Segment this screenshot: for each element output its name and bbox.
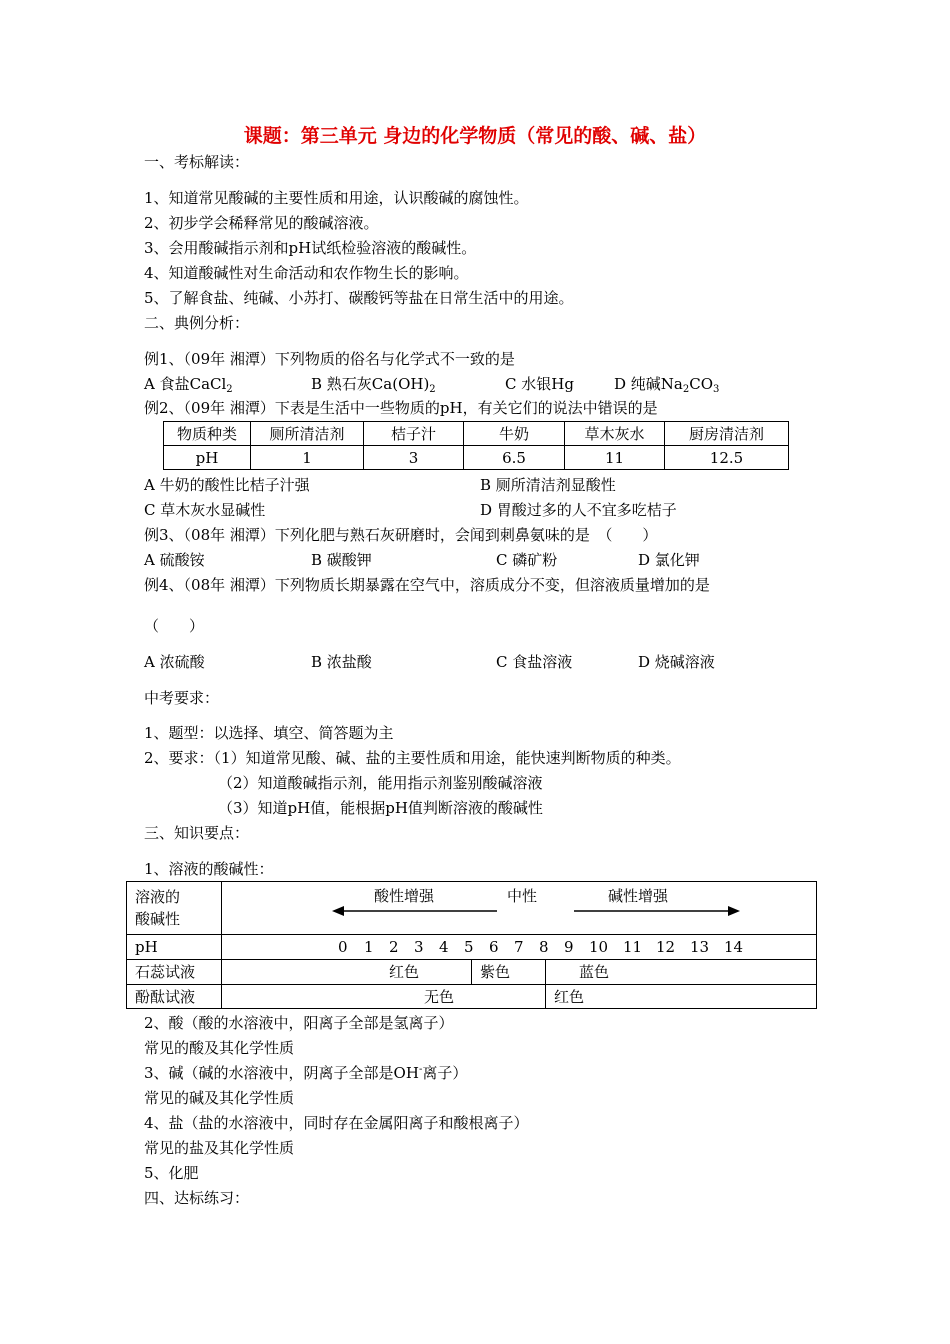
ph-value: 3 <box>414 938 424 956</box>
table-row <box>164 422 789 446</box>
knowledge-3-subheading: 常见的碱及其化学性质 <box>144 1089 295 1107</box>
table-header-cell: 草木灰水 <box>565 422 665 446</box>
example-2-option-b: B 厕所清洁剂显酸性 <box>480 476 616 494</box>
ph-value: 0 <box>338 938 348 956</box>
knowledge-3-base: 3、碱（碱的水溶液中，阴离子全部是OH-离子） <box>144 1064 468 1082</box>
goal-4: 4、知道酸碱性对生命活动和农作物生长的影响。 <box>144 264 469 282</box>
base-stronger-label: 碱性增强 <box>608 887 669 905</box>
exam-req-line-2: 2、要求：（1）知道常见酸、碱、盐的主要性质和用途，能快速判断物质的种类。 <box>144 749 681 767</box>
knowledge-1-heading: 1、溶液的酸碱性： <box>144 860 274 878</box>
example-3-option-c: C 磷矿粉 <box>496 551 558 569</box>
example-2-option-c: C 草木灰水显碱性 <box>144 501 266 519</box>
table-cell: 12.5 <box>665 446 789 470</box>
example-1-option-d: D 纯碱$Na_2CO_3$ <box>614 375 720 395</box>
column-divider <box>471 959 472 984</box>
table-row <box>164 446 789 470</box>
litmus-label: 石蕊试液 <box>135 963 196 981</box>
table-cell: 6.5 <box>464 446 565 470</box>
acid-base-table <box>126 881 817 1009</box>
knowledge-4-subheading: 常见的盐及其化学性质 <box>144 1139 295 1157</box>
ph-value: 2 <box>389 938 399 956</box>
example-2-option-d: D 胃酸过多的人不宜多吃桔子 <box>480 501 677 519</box>
knowledge-2-acid: 2、酸（酸的水溶液中，阳离子全部是氢离子） <box>144 1014 454 1032</box>
goal-2: 2、初步学会稀释常见的酸碱溶液。 <box>144 214 379 232</box>
example-3-option-a: A 硫酸铵 <box>144 551 205 569</box>
row-divider <box>127 984 816 985</box>
phenolphthalein-acid-color: 无色 <box>424 988 455 1006</box>
phenolphthalein-base-color: 红色 <box>554 988 585 1006</box>
ph-value: 13 <box>690 938 710 956</box>
section-3-heading: 三、知识要点： <box>144 824 250 842</box>
acid-stronger-label: 酸性增强 <box>374 887 435 905</box>
table-header-cell: 牛奶 <box>464 422 565 446</box>
section-2-heading: 二、典例分析： <box>144 314 250 332</box>
table-header-cell: 厕所清洁剂 <box>251 422 364 446</box>
row-divider <box>127 934 816 935</box>
ph-table <box>163 421 789 470</box>
ph-value: 5 <box>464 938 474 956</box>
ph-value: 7 <box>514 938 524 956</box>
ph-value: 9 <box>564 938 574 956</box>
exam-requirements-heading: 中考要求： <box>144 689 220 707</box>
example-3-option-d: D 氯化钾 <box>638 551 700 569</box>
goal-1: 1、知道常见酸碱的主要性质和用途，认识酸碱的腐蚀性。 <box>144 189 529 207</box>
exam-req-line-4: （3）知道pH值，能根据pH值判断溶液的酸碱性 <box>218 799 543 817</box>
goal-3: 3、会用酸碱指示剂和pH试纸检验溶液的酸碱性。 <box>144 239 477 257</box>
column-divider <box>221 882 222 1008</box>
ph-value: 8 <box>539 938 549 956</box>
ph-value: 4 <box>439 938 449 956</box>
example-1-option-c: C 水银Hg <box>505 375 574 393</box>
table-header-cell: 桔子汁 <box>364 422 464 446</box>
example-4-answer-blank: （ ） <box>144 617 205 635</box>
phenolphthalein-label: 酚酞试液 <box>135 988 196 1006</box>
table-cell: 11 <box>565 446 665 470</box>
neutral-label: 中性 <box>507 887 538 905</box>
table-header-cell: 物质种类 <box>164 422 251 446</box>
example-4-question: 例4、（08年 湘潭）下列物质长期暴露在空气中，溶质成分不变，但溶液质量增加的是 <box>144 576 710 594</box>
example-3-option-b: B 碳酸钾 <box>311 551 372 569</box>
exam-req-line-3: （2）知道酸碱指示剂，能用指示剂鉴别酸碱溶液 <box>218 774 543 792</box>
example-3-question: 例3、（08年 湘潭）下列化肥与熟石灰研磨时，会闻到刺鼻氨味的是 （ ） <box>144 526 658 544</box>
goal-5: 5、了解食盐、纯碱、小苏打、碳酸钙等盐在日常生活中的用途。 <box>144 289 574 307</box>
example-2-option-a: A 牛奶的酸性比桔子汁强 <box>144 476 310 494</box>
acidity-label-line-1: 溶液的 <box>135 888 181 906</box>
section-1-heading: 一、考标解读： <box>144 153 250 171</box>
ph-value: 14 <box>724 938 744 956</box>
litmus-base-color: 蓝色 <box>579 963 610 981</box>
ph-row-label: pH <box>135 938 158 956</box>
example-1-question: 例1、（09年 湘潭）下列物质的俗名与化学式不一致的是 <box>144 350 515 368</box>
example-4-option-a: A 浓硫酸 <box>144 653 205 671</box>
example-2-question: 例2、（09年 湘潭）下表是生活中一些物质的pH，有关它们的说法中错误的是 <box>144 399 658 417</box>
knowledge-5-fertilizer: 5、化肥 <box>144 1164 199 1182</box>
ph-value: 11 <box>623 938 643 956</box>
acidity-label-line-2: 酸碱性 <box>135 910 181 928</box>
section-4-heading: 四、达标练习： <box>144 1189 250 1207</box>
table-cell: pH <box>164 446 251 470</box>
example-4-option-c: C 食盐溶液 <box>496 653 573 671</box>
table-cell: 1 <box>251 446 364 470</box>
knowledge-4-salt: 4、盐（盐的水溶液中，同时存在金属阳离子和酸根离子） <box>144 1114 529 1132</box>
ph-value: 12 <box>656 938 676 956</box>
page-title: 课题：第三单元 身边的化学物质（常见的酸、碱、盐） <box>243 125 707 147</box>
table-header-cell: 厨房清洁剂 <box>665 422 789 446</box>
left-arrow-icon <box>332 904 497 918</box>
example-1-option-b: B 熟石灰$Ca(OH)_2$ <box>311 375 436 395</box>
litmus-neutral-color: 紫色 <box>480 963 511 981</box>
example-4-option-d: D 烧碱溶液 <box>638 653 715 671</box>
column-divider <box>545 959 546 1008</box>
ph-value: 6 <box>489 938 499 956</box>
ph-value: 1 <box>364 938 374 956</box>
example-4-option-b: B 浓盐酸 <box>311 653 372 671</box>
exam-req-line-1: 1、题型：以选择、填空、简答题为主 <box>144 724 394 742</box>
litmus-acid-color: 红色 <box>389 963 420 981</box>
ph-value: 10 <box>589 938 609 956</box>
example-1-option-a: A 食盐CaCl$_2$ <box>144 375 233 395</box>
table-cell: 3 <box>364 446 464 470</box>
right-arrow-icon <box>574 904 740 918</box>
knowledge-2-subheading: 常见的酸及其化学性质 <box>144 1039 295 1057</box>
